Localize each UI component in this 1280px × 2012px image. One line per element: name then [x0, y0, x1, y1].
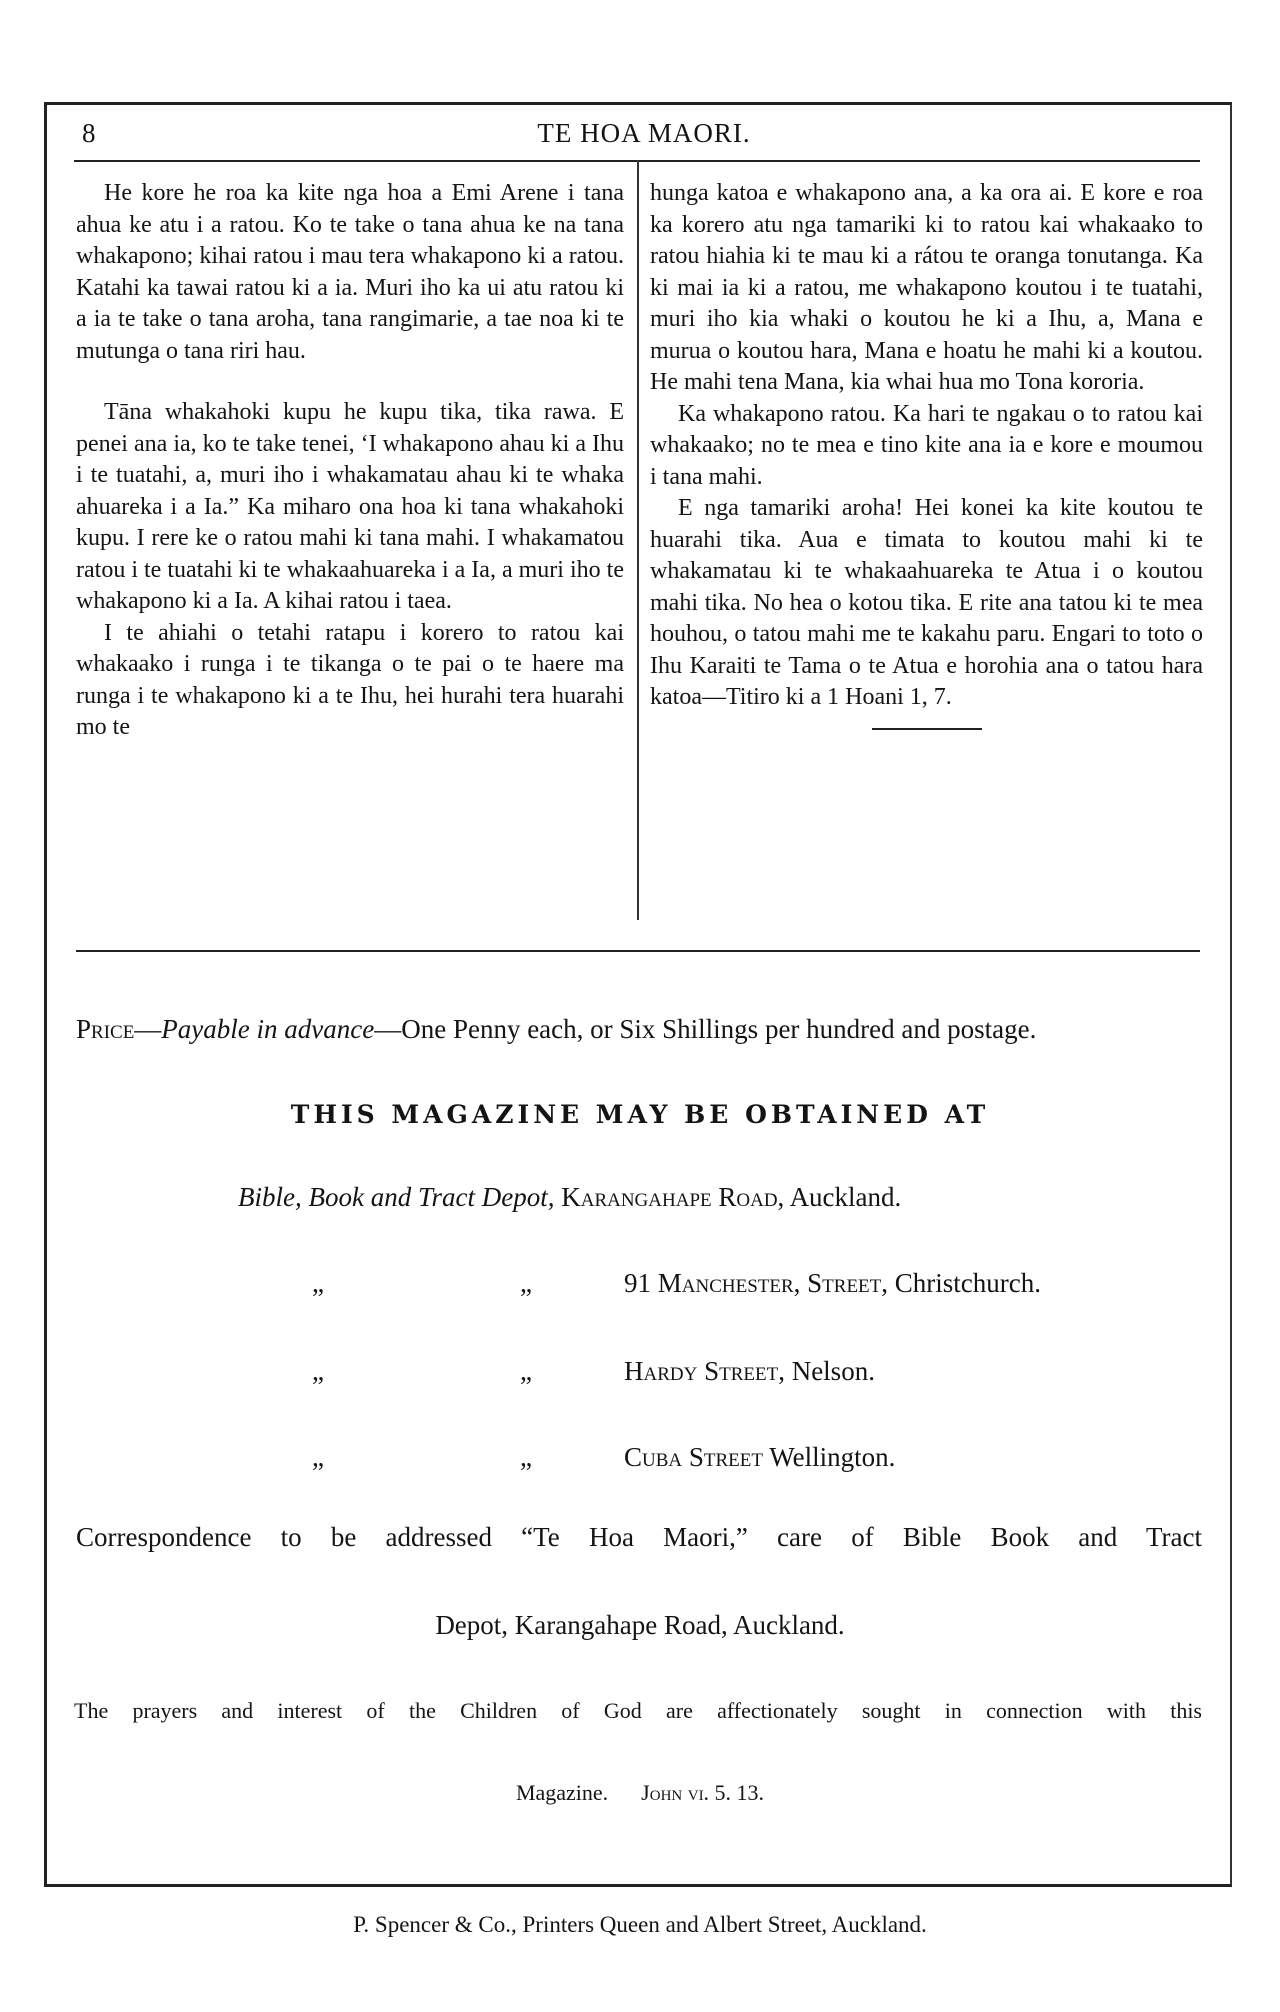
depot-city: Wellington. — [769, 1442, 896, 1472]
depot-nelson — [624, 1356, 875, 1387]
depot-wellington — [624, 1442, 895, 1473]
ditto-mark: „ — [520, 1268, 532, 1298]
depot-street: Cuba Street — [624, 1442, 763, 1472]
prayer-text: Magazine. — [515, 1780, 609, 1805]
ditto-mark: „ — [520, 1442, 532, 1472]
paragraph: I te ahiahi o tetahi ratapu i korero to ratou kai whakaako i runga i te tikanga o te pai o te haere ma runga i te whakapono ki a te Ihu, hei hurahi tera huarahi mo te — [76, 619, 624, 740]
depot-main — [238, 1182, 901, 1213]
paragraph: He kore he roa ka kite nga hoa a Emi Arene i tana ahua ke atu i a ratou. Ko te take o tana ahua ke na tana whakapono; kihai ratou i mau tera whakapono ki a ratou. Katahi ka tawai ratou ki a ia. Muri iho ka ui atu ratou ki a ia te take o tana aroha, tana rangimarie, a tae noa ki te mutunga o tana riri hau. — [76, 180, 624, 364]
prayer-line: The prayers and interest of the Children of God are affectionately sought in connection with this — [74, 1698, 1202, 1723]
paragraph: Ka whakapono ratou. Ka hari te ngakau o to ratou kai whakaako; no te mea e tino kite ana ia e kore e moumou i tana mahi. — [650, 400, 1203, 490]
column-divider — [637, 160, 639, 920]
paragraph: hunga katoa e whakapono ana, a ka ora ai. E kore e roa ka korero atu nga tamariki ki to ratou kai whakaako to ratou hiahia ki te mau ki a rátou te oranga tonutanga. Ka ki mai ia ki a ratou, me whakapono koutou i te tuatahi, muri iho kia whaki o koutou he ki a Ihu, a, Mana e murua o koutou hara, Mana e hoatu he mahi ki a koutou. He mahi tena Mana, kia whai hua mo Tona kororia. — [650, 180, 1203, 395]
prayer-line — [0, 1780, 1280, 1806]
obtain-heading: THIS MAGAZINE MAY BE OBTAINED AT — [290, 1100, 990, 1129]
depot-city: Auckland. — [789, 1182, 902, 1212]
left-column — [76, 178, 624, 744]
right-column — [650, 178, 1203, 730]
depot-name: Bible, Book and Tract Depot, — [238, 1182, 555, 1212]
price-text: —One Penny each, or Six Shillings per hundred and postage. — [374, 1014, 1037, 1044]
ditto-mark: „ — [312, 1356, 324, 1386]
depot-city: Nelson. — [791, 1356, 875, 1386]
section-rule — [76, 950, 1200, 952]
depot-christchurch — [624, 1268, 1041, 1299]
running-head — [74, 112, 1214, 152]
printer-imprint: P. Spencer & Co., Printers Queen and Albert Street, Auckland. — [353, 1912, 927, 1937]
scripture-reference: John vi. 5. 13. — [641, 1780, 765, 1805]
ditto-mark: „ — [312, 1268, 324, 1298]
price-dash: — — [134, 1014, 162, 1044]
page-number: 8 — [82, 118, 96, 148]
price-label: Price — [76, 1014, 135, 1044]
price-terms: Payable in advance — [161, 1014, 375, 1044]
correspondence-line: Correspondence to be addressed “Te Hoa Maori,” care of Bible Book and Tract — [76, 1522, 1202, 1552]
depot-city: Christchurch. — [894, 1268, 1041, 1298]
correspondence-line: Depot, Karangahape Road, Auckland. — [435, 1610, 845, 1640]
price-line — [76, 1014, 1202, 1045]
article-end-rule — [872, 728, 982, 730]
paragraph: E nga tamariki aroha! Hei konei ka kite koutou te huarahi tika. Aua e timata to koutou mahi ki te whakamatau ki te whakaahuareka te Atua i o koutou mahi tika. No hea o kotou tika. E rite ana tatou ki te mea houhou, o tatou mahi me te kakahu paru. Engari to toto o Ihu Karaiti te Tama o te Atua e horohia ana o tatou hara katoa—Titiro ki a 1 Hoani 1, 7. — [650, 495, 1203, 710]
ditto-mark: „ — [520, 1356, 532, 1386]
depot-street: 91 Manchester, Street, — [624, 1268, 889, 1298]
paragraph: Tāna whakahoki kupu he kupu tika, tika rawa. E penei ana ia, ko te take tenei, ‘I whakapono ahau ki a Ihu i te tuatahi, a, muri iho i whakamatau ahau ki te whaka ahuareka i a Ia.” Ka miharo ona hoa ki tana whakahoki kupu. I rere ke o ratou mahi ki tana mahi. I whakamatou ratou i te tuatahi ki te whakaahuareka i a Ia, a muri iho te whakapono ki a Ia. A kihai ratou i taea. — [76, 399, 624, 614]
depot-street: Karangahape Road, — [561, 1182, 785, 1212]
journal-title: TE HOA MAORI. — [537, 118, 751, 148]
depot-street: Hardy Street, — [624, 1356, 785, 1386]
ditto-mark: „ — [312, 1442, 324, 1472]
